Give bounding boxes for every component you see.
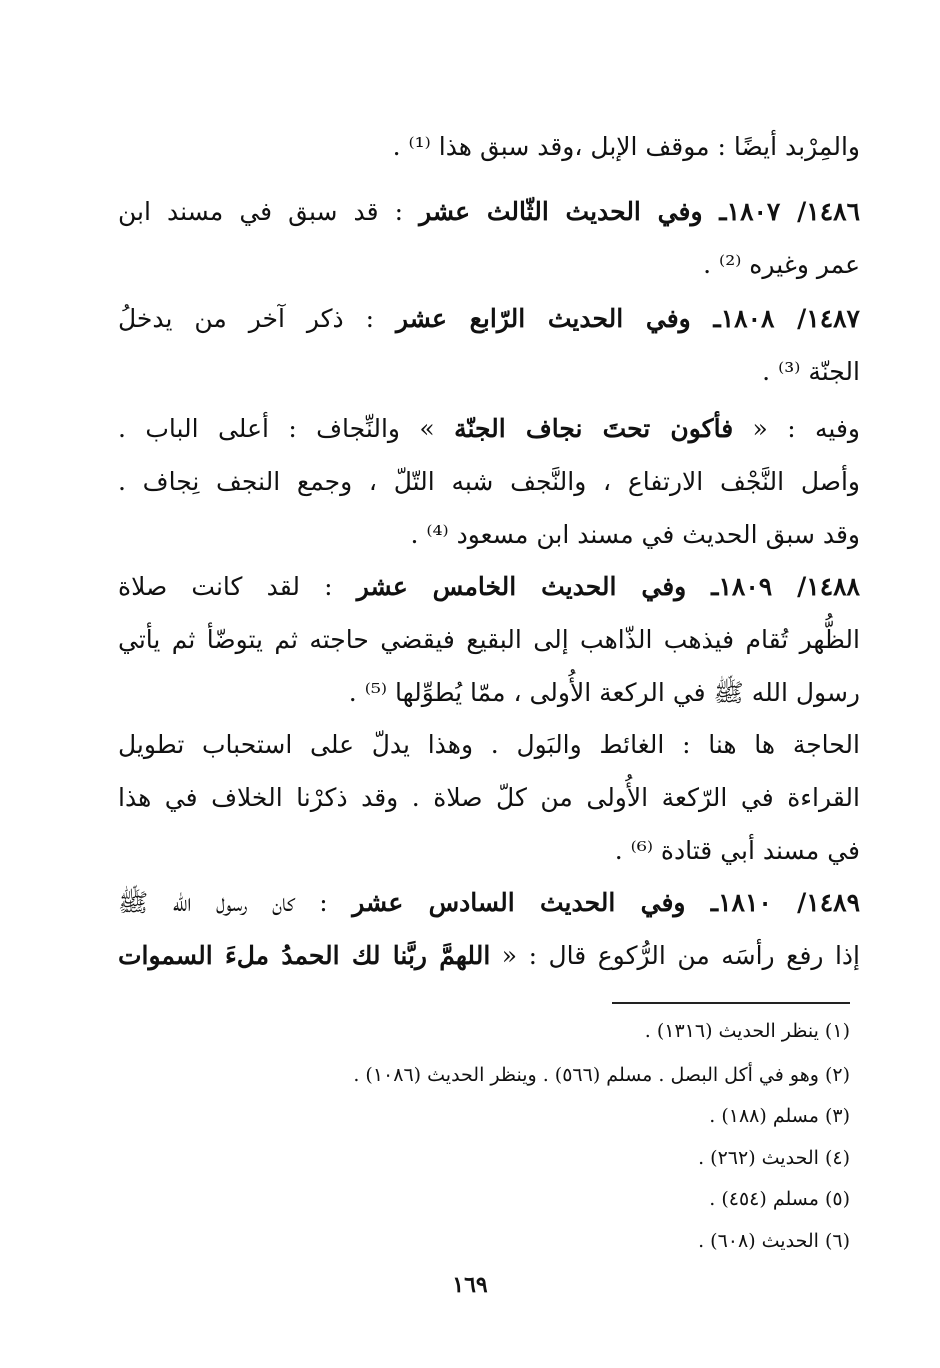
footnote-2: (٢) وهو في أكل البصل . مسلم (٥٦٦) . وينظر الحديث (١٠٨٦) . (353, 1064, 850, 1086)
body-line (118, 508, 860, 561)
line-text: : قد سبق في مسند ابن (118, 197, 420, 226)
line-text: والمِرْبد أيضًا : موقف الإبل ،وقد سبق هذا ⁽¹⁾ . (392, 132, 860, 161)
line-text: وقد سبق الحديث في مسند ابن مسعود ⁽⁴⁾ . (410, 520, 860, 549)
line-text: » والنِّجاف : أعلى الباب . (118, 414, 455, 443)
footnote-3: (٣) مسلم (١٨٨) . (709, 1105, 850, 1127)
body-line (118, 613, 860, 666)
body-line (118, 876, 860, 929)
hadith-heading: ١٤٨٨/ ١٨٠٩ـ وفي الحديث الخامس عشر (356, 572, 860, 601)
paragraph-hadith-1486 (118, 185, 860, 291)
body-line (118, 560, 860, 613)
hadith-heading: ١٤٨٩/ ١٨١٠ـ وفي الحديث السادس عشر (352, 888, 860, 917)
line-text: وفيه : « (733, 414, 860, 443)
line-text: الظُّهر تُقام فيذهب الذّاهب إلى البقيع فيقضي حاجته ثم يتوضّأ ثم يأتي (118, 625, 860, 654)
body-line (118, 120, 860, 173)
paragraph-1 (118, 120, 860, 173)
body-line (118, 402, 860, 455)
hadith-heading: ١٤٨٦/ ١٨٠٧ـ وفي الحديث الثّالث عشر (419, 197, 860, 226)
footnote-1: (١) ينظر الحديث (١٣١٦) . (644, 1020, 850, 1042)
line-text: : ذكر آخر من يدخلُ (118, 304, 396, 333)
body-line (118, 824, 860, 877)
body-line (118, 238, 860, 291)
footnote-4: (٤) الحديث (٢٦٢) . (698, 1147, 850, 1169)
body-line (118, 929, 860, 982)
body-line (118, 666, 860, 719)
page-number: ١٦٩ (452, 1272, 488, 1298)
line-text: إذا رفع رأسَه من الرُّكوع قال : « (490, 941, 860, 970)
line-text: الجنّة ⁽³⁾ . (762, 357, 860, 386)
paragraph-commentary-1 (118, 402, 860, 561)
body-line (118, 185, 860, 238)
body-line (118, 345, 860, 398)
body-line (118, 292, 860, 345)
line-text: عمر وغيره ⁽²⁾ . (703, 250, 860, 279)
line-text: : لقد كانت صلاة (118, 572, 357, 601)
footnote-5: (٥) مسلم (٤٥٤) . (709, 1188, 850, 1210)
quoted-text: اللهمَّ ربَّنا لك الحمدُ ملءَ السموات (118, 941, 491, 970)
footnote-divider (612, 1002, 850, 1004)
line-text: القراءة في الرّكعة الأُولى من كلّ صلاة . وقد ذكرْنا الخلاف في هذا (118, 783, 860, 812)
paragraph-hadith-1487 (118, 292, 860, 398)
body-line (118, 771, 860, 824)
footnote-6: (٦) الحديث (٦٠٨) . (698, 1230, 850, 1252)
line-text: في مسند أبي قتادة ⁽⁶⁾ . (614, 836, 860, 865)
paragraph-commentary-2 (118, 718, 860, 877)
paragraph-hadith-1488 (118, 560, 860, 719)
body-line (118, 455, 860, 508)
quoted-text: فأكون تحتَ نجاف الجنّة (454, 414, 734, 443)
line-text: رسول الله ﷺ في الركعة الأُولى ، ممّا يُطوِّلها ⁽⁵⁾ . (348, 678, 860, 707)
hadith-heading: ١٤٨٧/ ١٨٠٨ـ وفي الحديث الرّابع عشر (395, 304, 860, 333)
line-text: الحاجة ها هنا : الغائط والبَول . وهذا يدلّ على استحباب تطويل (118, 730, 860, 759)
paragraph-hadith-1489 (118, 876, 860, 982)
line-text: : كان رسول الله ﷺ (118, 888, 353, 917)
body-line (118, 718, 860, 771)
line-text: وأصل النَّجْف الارتفاع ، والنَّجف شبه التّلّ ، وجمع النجف نِجاف . (118, 467, 860, 496)
